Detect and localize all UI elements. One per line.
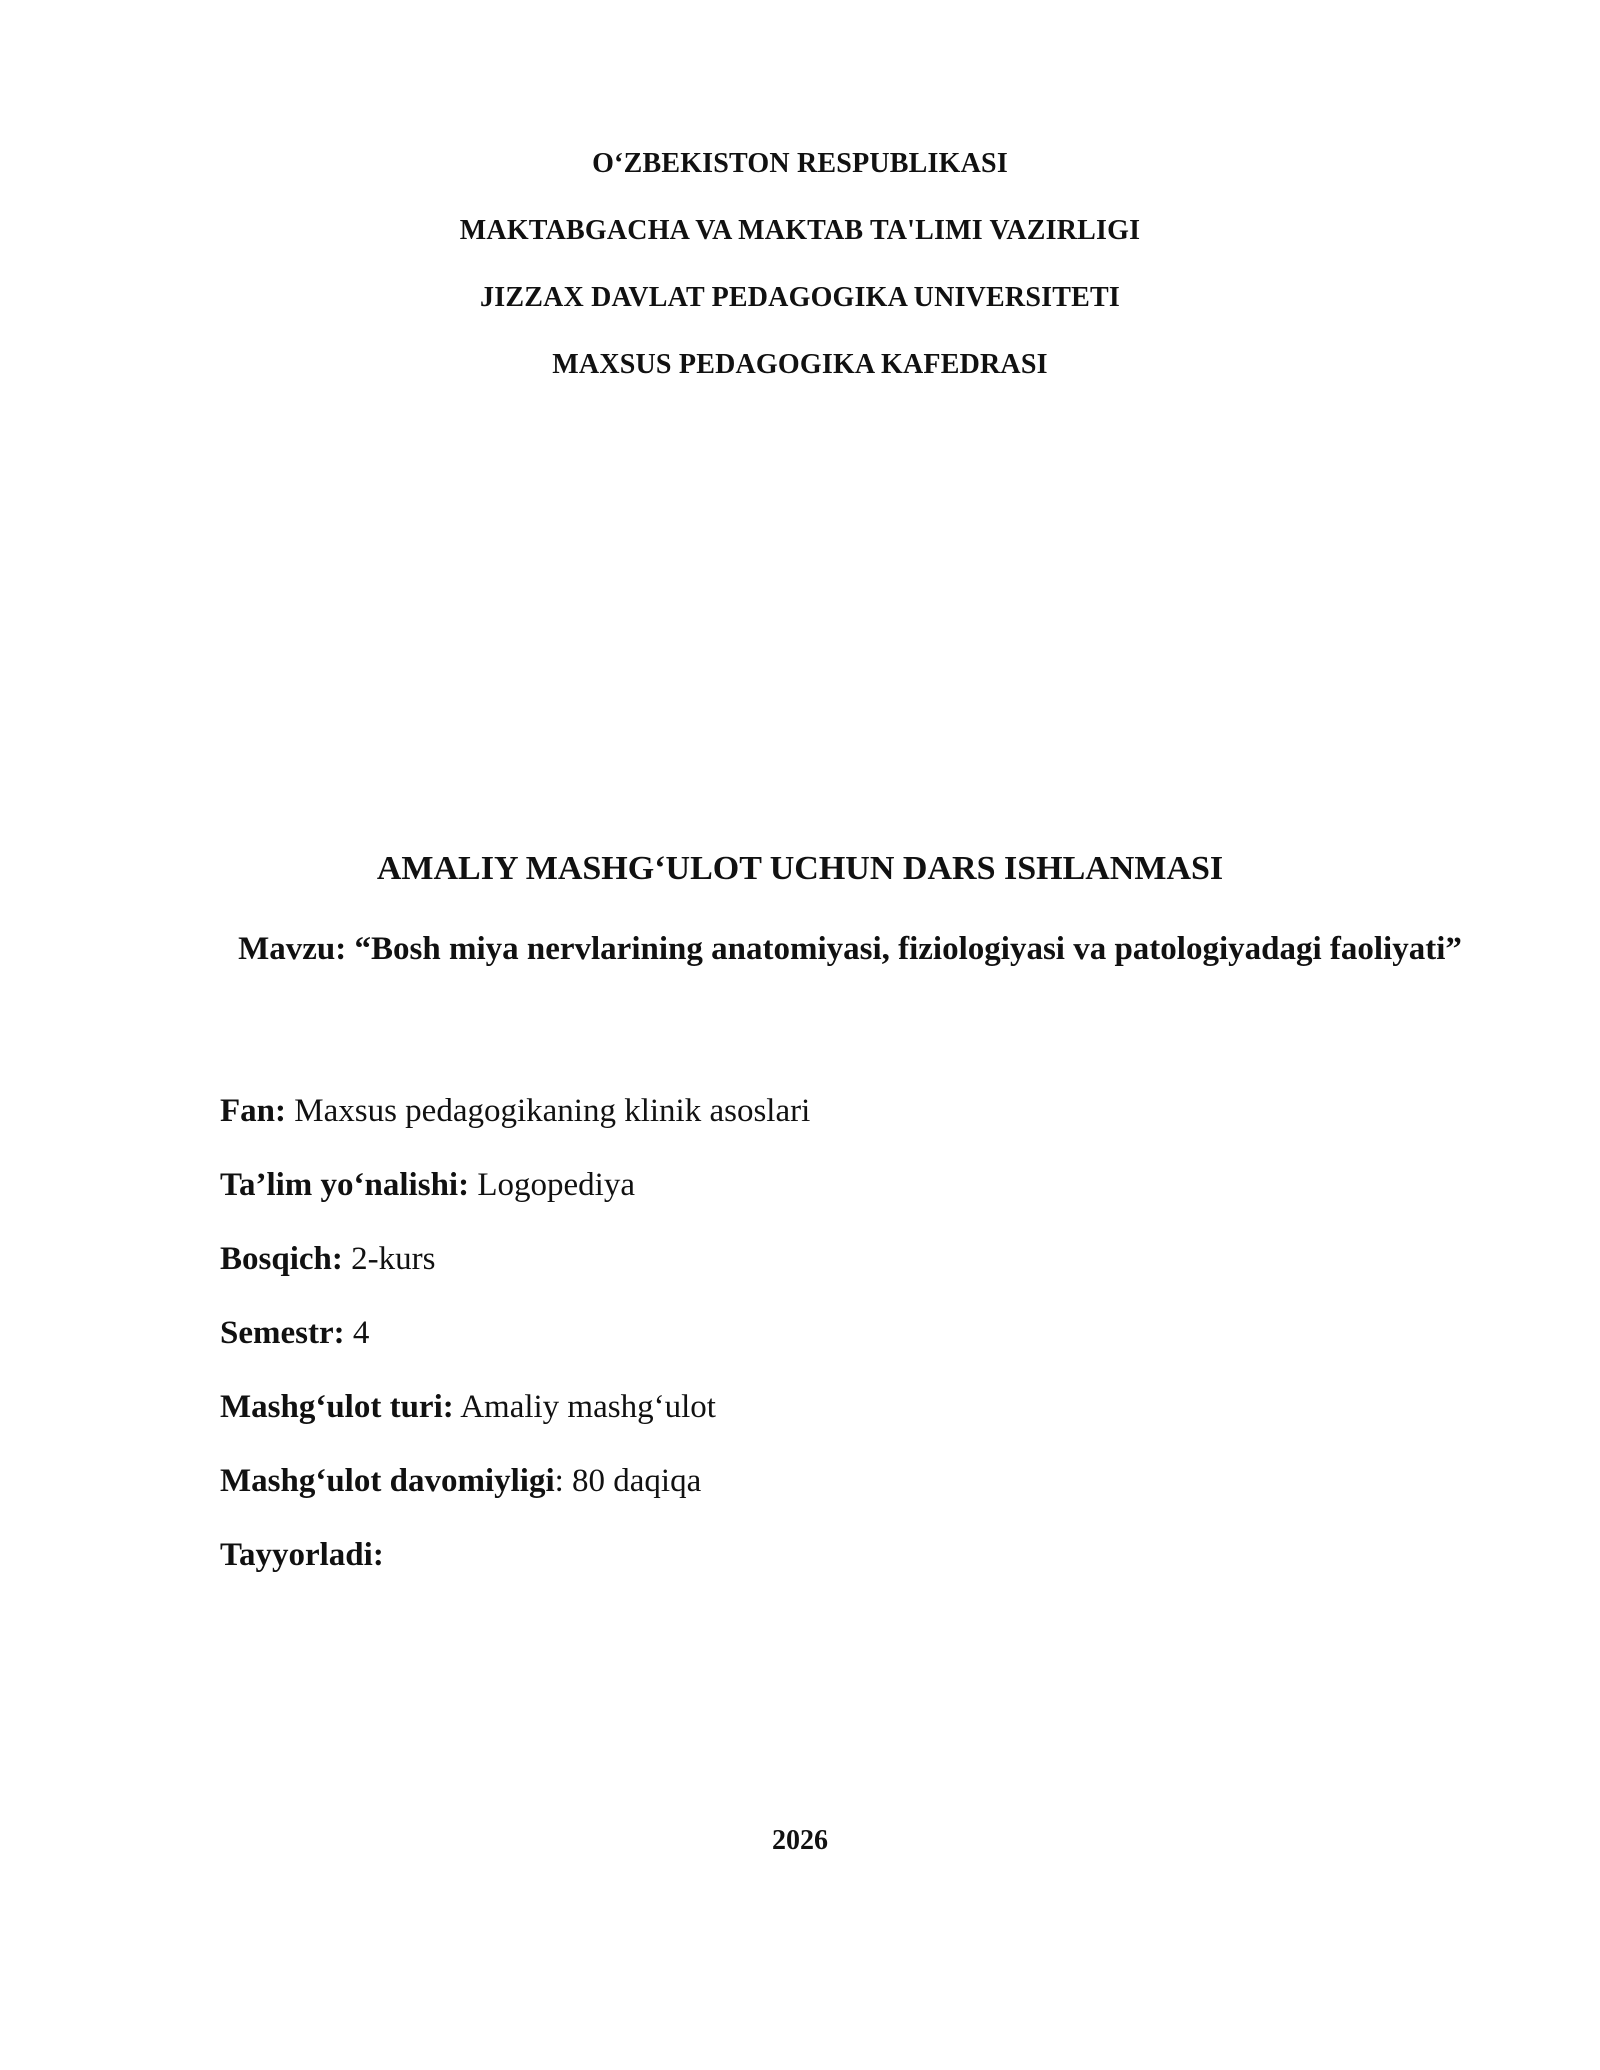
info-row-davomiylik: [220, 1463, 1420, 1500]
info-row-turi: [220, 1389, 1420, 1426]
turi-value: Amaliy mashg‘ulot: [460, 1389, 716, 1425]
yonalish-label: Ta’lim yo‘nalishi:: [220, 1167, 470, 1203]
info-row-yonalish: [220, 1167, 1420, 1204]
header-university: JIZZAX DAVLAT PEDAGOGIKA UNIVERSITETI: [480, 282, 1120, 313]
info-row-bosqich: [220, 1241, 1420, 1278]
turi-label: Mashg‘ulot turi:: [220, 1389, 454, 1425]
semestr-label: Semestr:: [220, 1315, 345, 1351]
topic-label: Mavzu:: [238, 931, 347, 967]
topic-text: “Bosh miya nervlarining anatomiyasi, fiziologiyasi va patologiyadagi faoliyati”: [354, 931, 1462, 967]
header-country: O‘ZBEKISTON RESPUBLIKASI: [592, 148, 1008, 179]
davomiylik-value: 80 daqiqa: [572, 1463, 702, 1499]
header-ministry: MAKTABGACHA VA MAKTAB TA'LIMI VAZIRLIGI: [459, 215, 1141, 246]
davomiylik-label: Mashg‘ulot davomiyligi: [220, 1463, 555, 1499]
info-row-tayyorladi: [220, 1537, 1420, 1574]
bosqich-label: Bosqich:: [220, 1241, 343, 1277]
document-title: AMALIY MASHG‘ULOT UCHUN DARS ISHLANMASI: [376, 850, 1224, 887]
header-department: MAXSUS PEDAGOGIKA KAFEDRASI: [552, 349, 1048, 380]
fan-value: Maxsus pedagogikaning klinik asoslari: [294, 1093, 811, 1129]
info-row-semestr: [220, 1315, 1420, 1352]
fan-label: Fan:: [220, 1093, 286, 1129]
document-year: 2026: [772, 1825, 828, 1856]
bosqich-value: 2-kurs: [351, 1241, 436, 1277]
davomiylik-separator: :: [554, 1463, 564, 1499]
semestr-value: 4: [352, 1315, 370, 1351]
tayyorladi-label: Tayyorladi:: [220, 1537, 384, 1573]
topic-block: [230, 925, 1470, 973]
yonalish-value: Logopediya: [477, 1167, 635, 1203]
info-row-fan: [220, 1093, 1420, 1130]
